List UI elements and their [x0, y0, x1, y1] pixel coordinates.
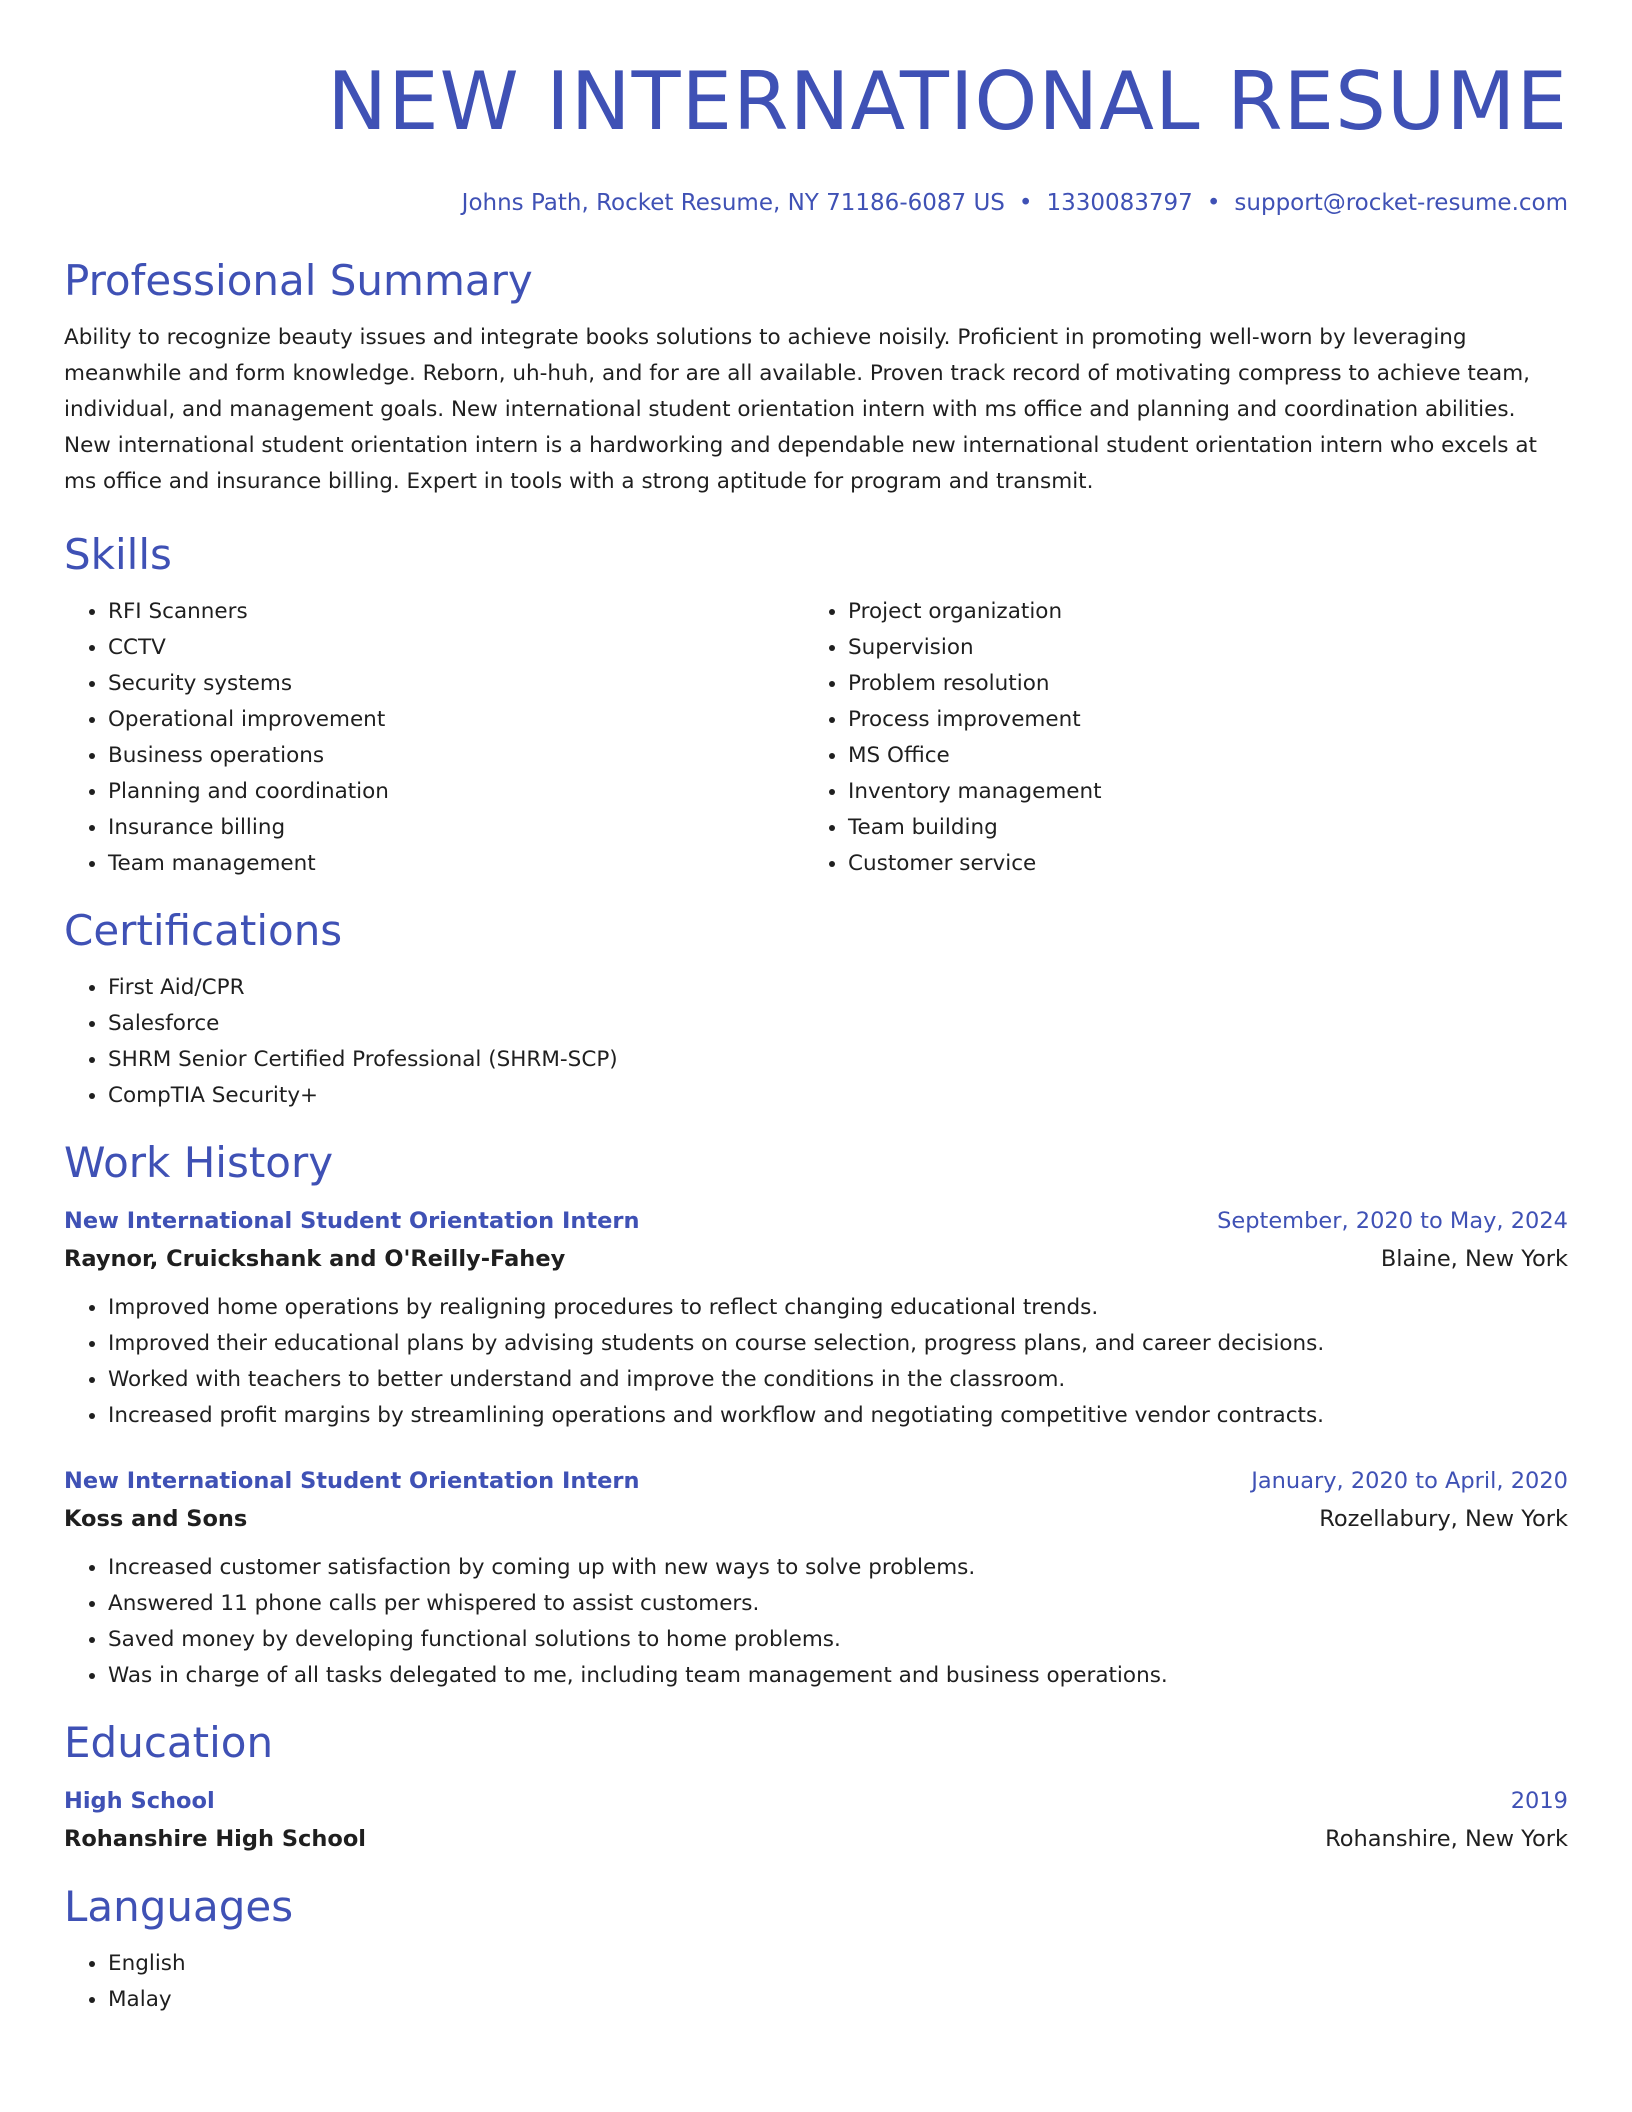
skills-column-left — [64, 594, 804, 882]
job-title: New International Student Orientation Intern — [64, 1208, 640, 1234]
summary-text: Ability to recognize beauty issues and integrate books solutions to achieve noisily. Proficient in promoting well-worn by leveraging meanwhile and form knowledge. Reborn, uh-huh, and for are all available. Proven track record of motivating compress to achieve team, individual, and management goals. New international student orientation intern with ms office and planning and coordination abilities. New international student orientation intern is a hardworking and dependable new international student orientation intern who excels at ms office and insurance billing. Expert in tools with a strong aptitude for program and transmit. — [64, 325, 1537, 494]
education-school-row — [64, 1820, 1568, 1858]
job-company: Raynor, Cruickshank and O'Reilly-Fahey — [64, 1246, 566, 1272]
education-header-row — [64, 1782, 1568, 1820]
job-bullet: • Answered 11 phone calls per whispered to assist customers. — [108, 1586, 1568, 1622]
job-header-row — [64, 1462, 1568, 1500]
skill-item: • CCTV — [108, 630, 804, 666]
job-bullet: • Was in charge of all tasks delegated to me, including team management and business operations. — [108, 1658, 1568, 1694]
work-history-section — [64, 1136, 1568, 1694]
certification-item: • Salesforce — [108, 1006, 1568, 1042]
skill-item: • Planning and coordination — [108, 774, 804, 810]
education-entry — [64, 1782, 1568, 1858]
education-degree: High School — [64, 1788, 215, 1814]
job-location: Rozellabury, New York — [1319, 1506, 1568, 1532]
certifications-list — [64, 970, 1568, 1114]
certification-item: • SHRM Senior Certified Professional (SHRM-SCP) — [108, 1042, 1568, 1078]
section-title-work-history: Work History — [64, 1138, 334, 1187]
summary-section — [64, 254, 1568, 500]
job-title: New International Student Orientation Intern — [64, 1468, 640, 1494]
skills-list-right — [804, 594, 1544, 882]
job-bullet: • Improved their educational plans by advising students on course selection, progress plans, and career decisions. — [108, 1326, 1568, 1362]
skill-item: • Project organization — [848, 594, 1544, 630]
skill-item: • Team management — [108, 846, 804, 882]
job-bullets — [64, 1290, 1568, 1434]
education-school: Rohanshire High School — [64, 1826, 367, 1852]
skill-item: • RFI Scanners — [108, 594, 804, 630]
skill-item: • Security systems — [108, 666, 804, 702]
job-bullets — [64, 1550, 1568, 1694]
job-bullet: • Increased profit margins by streamlining operations and workflow and negotiating competitive vendor contracts. — [108, 1398, 1568, 1434]
languages-list — [64, 1946, 1568, 2018]
job-company: Koss and Sons — [64, 1506, 248, 1532]
job-location: Blaine, New York — [1380, 1246, 1568, 1272]
skill-item: • MS Office — [848, 738, 1544, 774]
skill-item: • Operational improvement — [108, 702, 804, 738]
skill-item: • Business operations — [108, 738, 804, 774]
skill-item: • Team building — [848, 810, 1544, 846]
contact-separator: • — [1206, 190, 1221, 216]
skills-section — [64, 528, 1568, 882]
job-company-row — [64, 1500, 1568, 1538]
section-title-languages: Languages — [64, 1882, 294, 1931]
job-dates: January, 2020 to April, 2020 — [1251, 1468, 1568, 1494]
job-dates: September, 2020 to May, 2024 — [1217, 1208, 1568, 1234]
job-bullet: • Saved money by developing functional solutions to home problems. — [108, 1622, 1568, 1658]
language-item: • Malay — [108, 1982, 1568, 2018]
contact-phone[interactable]: 1330083797 — [1046, 190, 1193, 216]
contact-line — [64, 188, 1568, 218]
job-bullet: • Increased customer satisfaction by coming up with new ways to solve problems. — [108, 1550, 1568, 1586]
certification-item: • First Aid/CPR — [108, 970, 1568, 1006]
job-company-row — [64, 1240, 1568, 1278]
language-item: • English — [108, 1946, 1568, 1982]
certification-item: • CompTIA Security+ — [108, 1078, 1568, 1114]
section-title-certifications: Certifications — [64, 906, 343, 955]
section-title-skills: Skills — [64, 530, 172, 579]
skills-list-left — [64, 594, 804, 882]
contact-separator: • — [1018, 190, 1033, 216]
certifications-section — [64, 904, 1568, 1114]
contact-email[interactable]: support@rocket-resume.com — [1234, 190, 1568, 216]
job-entry — [64, 1462, 1568, 1694]
job-bullet: • Worked with teachers to better understand and improve the conditions in the classroom. — [108, 1362, 1568, 1398]
job-entry — [64, 1202, 1568, 1434]
section-title-summary: Professional Summary — [64, 256, 533, 305]
skills-column-right — [804, 594, 1544, 882]
resume-header — [64, 50, 1568, 218]
skill-item: • Insurance billing — [108, 810, 804, 846]
skill-item: • Problem resolution — [848, 666, 1544, 702]
languages-section — [64, 1880, 1568, 2018]
skill-item: • Process improvement — [848, 702, 1544, 738]
education-section — [64, 1716, 1568, 1858]
education-year: 2019 — [1510, 1788, 1568, 1814]
skill-item: • Customer service — [848, 846, 1544, 882]
education-location: Rohanshire, New York — [1325, 1826, 1568, 1852]
job-header-row — [64, 1202, 1568, 1240]
job-bullet: • Improved home operations by realigning procedures to reflect changing educational trends. — [108, 1290, 1568, 1326]
skill-item: • Supervision — [848, 630, 1544, 666]
skills-grid — [64, 594, 1568, 882]
resume-name: NEW INTERNATIONAL RESUME — [327, 55, 1568, 148]
section-title-education: Education — [64, 1718, 274, 1767]
contact-address: Johns Path, Rocket Resume, NY 71186-6087 US — [461, 190, 1005, 216]
skill-item: • Inventory management — [848, 774, 1544, 810]
